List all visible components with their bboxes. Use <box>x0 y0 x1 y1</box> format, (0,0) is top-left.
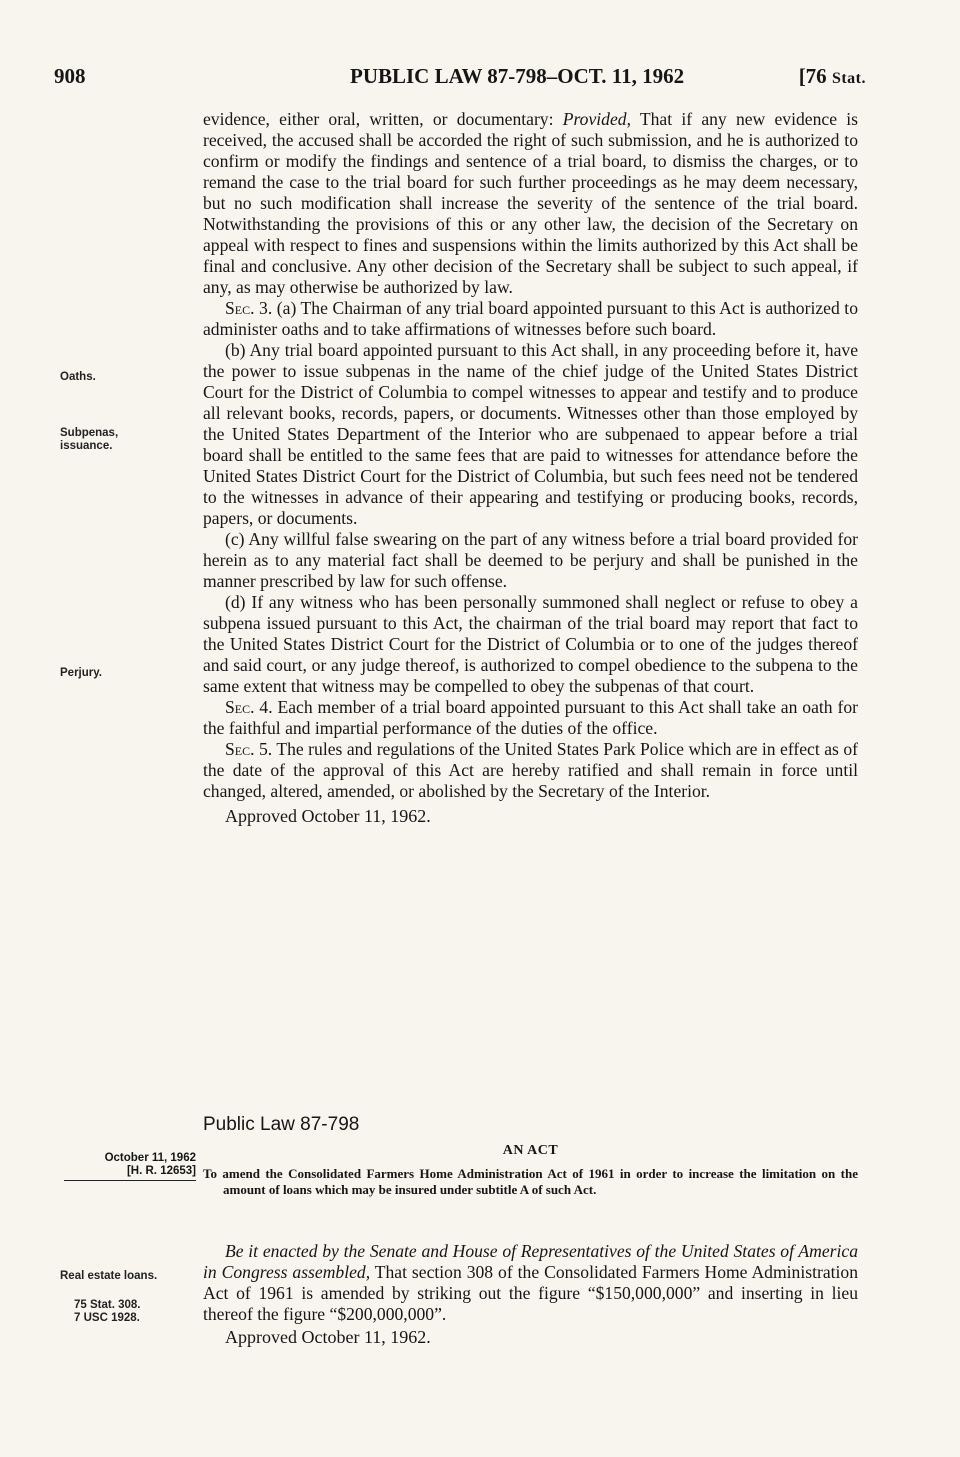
running-head: PUBLIC LAW 87-798–OCT. 11, 1962 <box>350 64 685 88</box>
paragraph-sec4: Sec. 4. Each member of a trial board appointed pursuant to this Act shall take an oath for the faithful and impartial performance of the duties of the office. <box>203 697 858 738</box>
margin-note-perjury: Perjury. <box>60 667 102 679</box>
body-text <box>203 109 858 827</box>
enacting-text <box>203 1241 858 1348</box>
margin-rule <box>64 1180 196 1181</box>
act-purpose: To amend the Consolidated Farmers Home Administration Act of 1961 in order to increase the limitation on the amount of loans which may be insured under subtitle A of such Act. <box>203 1166 858 1197</box>
paragraph-sec3-a: Sec. 3. (a) The Chairman of any trial board appointed pursuant to this Act is authorized to administer oaths and to take affirmations of witnesses before such board. <box>203 298 858 339</box>
act-heading: AN ACT <box>502 1143 559 1158</box>
page-header <box>54 64 866 94</box>
approved-date-1: Approved October 11, 1962. <box>225 806 431 826</box>
volume-suffix: Stat. <box>831 70 866 87</box>
law-title: Public Law 87-798 <box>203 1114 360 1135</box>
margin-note-date: October 11, 1962 <box>104 1152 196 1164</box>
paragraph-sec5: Sec. 5. The rules and regulations of the United States Park Police which are in effect as of the date of the approval of this Act are hereby ratified and shall remain in force until changed, altered, amended, or abolished by the Secretary of the Interior. <box>203 739 858 801</box>
margin-note-date-reference <box>60 1152 196 1181</box>
paragraph-sec3-d: (d) If any witness who has been personally summoned shall neglect or refuse to obey a subpena issued pursuant to this Act, the chairman of the trial board may report that fact to the United States District Court for the District of Columbia or to one of the judges thereof and said court, or any judge thereof, is authorized to compel obedience to the subpena to the same extent that witness may be compelled to obey the subpenas of that court. <box>203 592 858 696</box>
page-number: 908 <box>54 64 86 88</box>
approved-date-2: Approved October 11, 1962. <box>225 1327 431 1347</box>
margin-note-real-estate: Real estate loans. <box>60 1270 158 1282</box>
volume-prefix: [76 <box>798 64 832 88</box>
margin-note-oaths: Oaths. <box>60 371 96 383</box>
margin-note-subpenas: Subpenas, issuance. <box>60 427 119 452</box>
paragraph-appeal: evidence, either oral, written, or documentary: Provided, That if any new evidence is received, the accused shall be accorded the right of such submission, and he is authorized to confirm or modify the findings and sentence of a trial board, to dismiss the charges, or to remand the case to the trial board for such further proceedings as he may deem necessary, but no such modification shall increase the severity of the sentence of the trial board. Notwithstanding the provisions of this or any other law, the decision of the Secretary on appeal with respect to fines and suspensions within the limits authorized by this Act shall be final and conclusive. Any other decision of the Secretary shall be subject to such appeal, if any, as may otherwise be authorized by law. <box>203 109 858 297</box>
paragraph-enacting: Be it enacted by the Senate and House of Representatives of the United States of America in Congress assembled, That section 308 of the Consolidated Farmers Home Administration Act of 1961 is amended by striking out the figure “$150,000,000” and inserting in lieu thereof the figure “$200,000,000”. <box>203 1241 858 1324</box>
margin-note-stat-ref: 75 Stat. 308. <box>74 1299 141 1311</box>
paragraph-sec3-b: (b) Any trial board appointed pursuant to this Act shall, in any proceeding before it, have the power to issue subpenas in the name of the chief judge of the United States District Court for the District of Columbia to compel witnesses to appear and testify and to produce all relevant books, records, papers, or documents. Witnesses other than those employed by the United States Department of the Interior who are subpenaed to appear before a trial board shall be entitled to the same fees that are paid to witnesses for attendance before the United States District Court for the District of Columbia, but such fees need not be tendered to the witnesses in advance of their appearing and testifying or producing books, records, papers, or documents. <box>203 340 858 528</box>
paragraph-sec3-c: (c) Any willful false swearing on the part of any witness before a trial board provided for herein as to any material fact shall be deemed to be perjury and shall be punished in the manner prescribed by law for such offense. <box>203 529 858 591</box>
margin-note-bill: [H. R. 12653] <box>126 1165 196 1177</box>
volume-reference <box>799 64 866 89</box>
margin-note-usc-ref: 7 USC 1928. <box>74 1312 140 1324</box>
